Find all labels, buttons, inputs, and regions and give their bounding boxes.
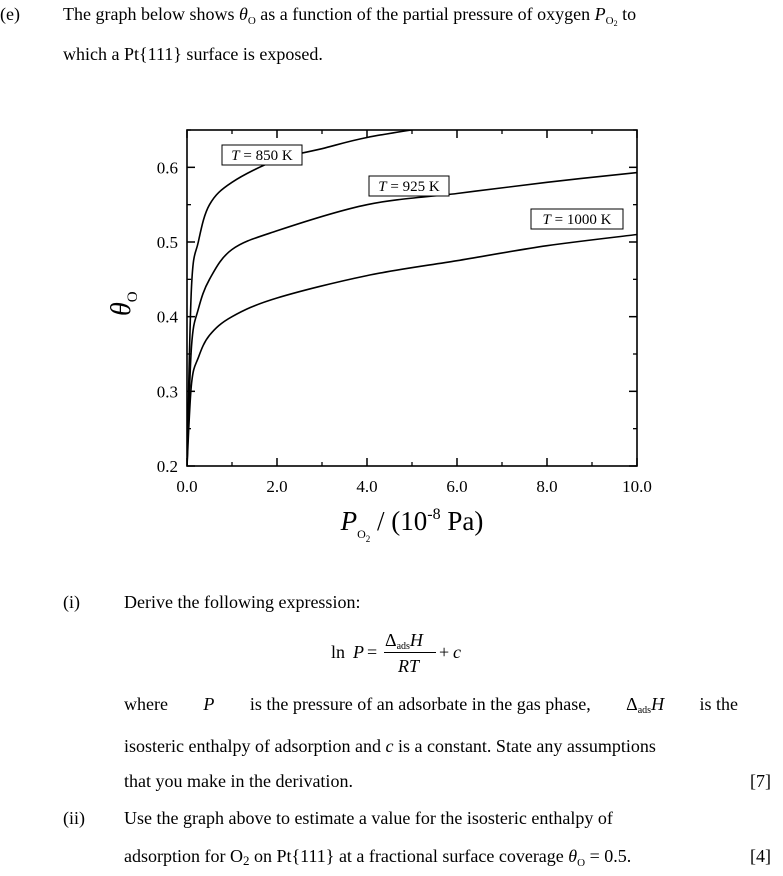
line2-text-a: isosteric enthalpy of adsorption and [124, 736, 381, 756]
part-i-line-2 [124, 736, 656, 757]
theta-subscript: O [247, 15, 256, 27]
where-ads: ads [637, 705, 652, 716]
line2-adsorption-text: adsorption for O [124, 846, 243, 866]
coverage-period: . [626, 846, 632, 866]
part-ii-marks: [4] [750, 846, 771, 866]
coverage-subscript: O [577, 857, 586, 869]
where-delta: Δ [626, 694, 638, 714]
fraction-bar [384, 652, 436, 653]
equation-plus: + [439, 642, 450, 662]
y-tick-label: 0.2 [156, 457, 178, 476]
chart-axis-labels [106, 291, 483, 544]
line2-surface-text: on Pt{111} at a fractional surface coverage [253, 846, 564, 866]
x-tick-label: 6.0 [446, 477, 468, 496]
equation-numerator [385, 630, 423, 652]
intro-text-c: to [622, 4, 637, 24]
part-i-where-line [124, 694, 738, 716]
part-e-line-2: which a Pt{111} surface is exposed. [63, 44, 323, 64]
part-e-label: (e) [0, 4, 20, 24]
y-tick-label: 0.6 [156, 158, 178, 178]
intro-text-a: The graph below shows [63, 4, 235, 24]
equation-p: P [353, 642, 364, 662]
equation-denominator: RT [398, 656, 420, 676]
numerator-h: H [409, 630, 423, 650]
intro-text-b: as a function of the partial pressure of oxygen [260, 4, 591, 24]
series-label-3: T = 1000 K [542, 212, 612, 228]
numerator-ads: ads [396, 641, 410, 652]
where-text-a: where [124, 694, 168, 714]
x-tick-label: 2.0 [266, 477, 288, 496]
theta-symbol: θ [238, 4, 248, 24]
equation-equals: = [367, 642, 378, 662]
y-tick-label: 0.4 [156, 307, 178, 327]
where-enthalpy [626, 694, 664, 716]
x-axis-label: $P_O2 / (10^{-8}$ Pa) [340, 506, 484, 544]
p-symbol: P [594, 4, 606, 24]
line2-c: c [385, 736, 394, 756]
y-tick-label: 0.3 [156, 382, 178, 402]
x-tick-label: 0.0 [176, 477, 198, 496]
equation-c: c [453, 642, 461, 662]
series-label-2: T = 925 K [378, 179, 440, 195]
y-tick-label: 0.5 [156, 233, 178, 252]
where-text-c: is the [699, 694, 738, 714]
p-subscript-o: O [605, 15, 614, 27]
y-axis-label: $\theta_O$ [106, 291, 141, 316]
part-i-line-3: that you make in the derivation. [124, 771, 353, 791]
part-i-marks: [7] [750, 771, 771, 791]
part-i-label: (i) [63, 592, 80, 612]
part-ii-label: (ii) [63, 808, 85, 828]
where-text-b: is the pressure of an adsorbate in the gas phase, [249, 694, 591, 714]
part-ii-line-1: Use the graph above to estimate a value for the isosteric enthalpy of [124, 808, 613, 828]
part-ii-line-2 [124, 846, 631, 869]
coverage-theta: θ [568, 846, 578, 866]
x-tick-label: 8.0 [536, 477, 558, 496]
numerator-delta: Δ [385, 630, 397, 650]
where-p: P [203, 694, 215, 714]
series-label-1: T = 850 K [231, 148, 293, 164]
part-i-instruction: Derive the following expression: [124, 592, 361, 612]
x-tick-label: 10.0 [622, 477, 652, 496]
coverage-value: = 0.5 [589, 846, 627, 866]
series-line-3 [187, 235, 637, 467]
o2-subscript: 2 [242, 853, 250, 868]
p-subscript-2: 2 [613, 19, 618, 28]
where-h: H [651, 694, 665, 714]
equation [331, 630, 481, 680]
chart-legend [222, 145, 623, 229]
x-tick-label: 4.0 [356, 477, 378, 496]
line2-text-b: is a constant. State any assumptions [397, 736, 656, 756]
equation-ln: ln [331, 642, 346, 662]
